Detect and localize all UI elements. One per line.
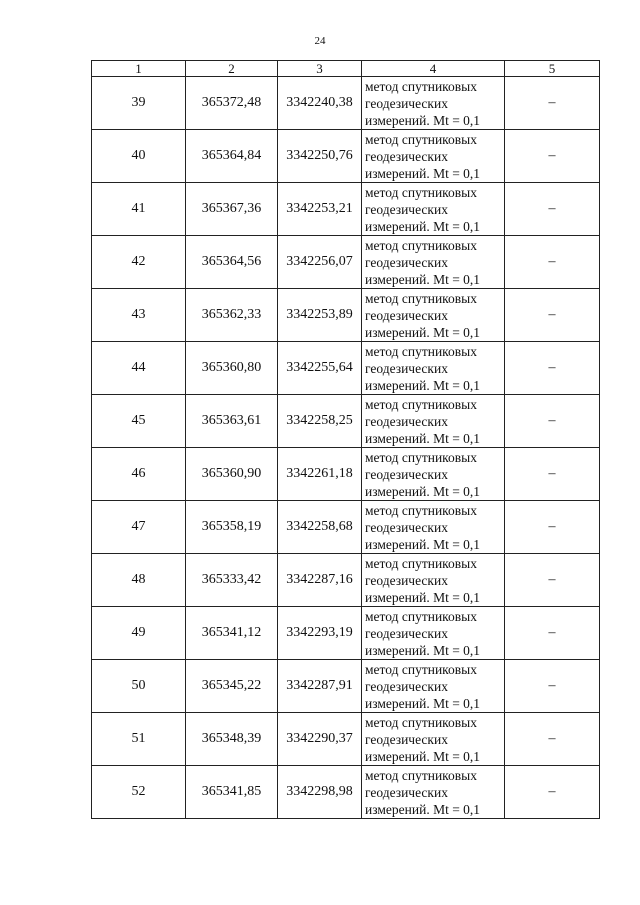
method-cell — [362, 554, 505, 607]
table-row — [92, 501, 600, 554]
x-coordinate-cell: 365341,85 — [186, 766, 278, 819]
coordinates-table — [91, 60, 600, 819]
method-text-line: метод спутниковых — [365, 78, 477, 94]
x-coordinate-cell: 365333,42 — [186, 554, 278, 607]
table-row — [92, 554, 600, 607]
table-row — [92, 342, 600, 395]
point-number-cell: 46 — [92, 448, 186, 501]
point-number-cell: 39 — [92, 77, 186, 130]
table-row — [92, 660, 600, 713]
method-text-line: геодезических — [365, 625, 448, 641]
method-cell — [362, 342, 505, 395]
method-text-line: геодезических — [365, 413, 448, 429]
table-row — [92, 77, 600, 130]
method-text-line: метод спутниковых — [365, 449, 477, 465]
column-header-3: 3 — [278, 61, 362, 77]
method-text-line: геодезических — [365, 148, 448, 164]
method-text-line: измерений. Mt = 0,1 — [365, 589, 481, 605]
y-coordinate-cell: 3342261,18 — [278, 448, 362, 501]
x-coordinate-cell: 365341,12 — [186, 607, 278, 660]
method-text-line: геодезических — [365, 731, 448, 747]
method-text-line: метод спутниковых — [365, 343, 477, 359]
point-number-cell: 48 — [92, 554, 186, 607]
y-coordinate-cell: 3342298,98 — [278, 766, 362, 819]
point-number-cell: 43 — [92, 289, 186, 342]
point-number-cell: 44 — [92, 342, 186, 395]
point-number-cell: 42 — [92, 236, 186, 289]
method-text-line: геодезических — [365, 678, 448, 694]
note-cell: – — [505, 660, 600, 713]
method-cell — [362, 448, 505, 501]
point-number-cell: 41 — [92, 183, 186, 236]
x-coordinate-cell: 365372,48 — [186, 77, 278, 130]
method-text-line: геодезических — [365, 360, 448, 376]
method-cell — [362, 77, 505, 130]
method-text-line: геодезических — [365, 201, 448, 217]
y-coordinate-cell: 3342287,91 — [278, 660, 362, 713]
coordinates-table-body — [92, 61, 600, 819]
method-text-line: измерений. Mt = 0,1 — [365, 218, 481, 234]
method-text-line: измерений. Mt = 0,1 — [365, 642, 481, 658]
method-text-line: геодезических — [365, 572, 448, 588]
method-cell — [362, 395, 505, 448]
note-cell: – — [505, 183, 600, 236]
method-text-line: метод спутниковых — [365, 714, 477, 730]
column-header-1: 1 — [92, 61, 186, 77]
column-header-2: 2 — [186, 61, 278, 77]
method-cell — [362, 766, 505, 819]
method-text-line: измерений. Mt = 0,1 — [365, 536, 481, 552]
table-row — [92, 236, 600, 289]
method-cell — [362, 183, 505, 236]
note-cell: – — [505, 289, 600, 342]
note-cell: – — [505, 236, 600, 289]
note-cell: – — [505, 607, 600, 660]
method-text-line: измерений. Mt = 0,1 — [365, 483, 481, 499]
method-cell — [362, 236, 505, 289]
method-text-line: измерений. Mt = 0,1 — [365, 165, 481, 181]
method-cell — [362, 289, 505, 342]
table-row — [92, 766, 600, 819]
method-text-line: измерений. Mt = 0,1 — [365, 271, 481, 287]
y-coordinate-cell: 3342250,76 — [278, 130, 362, 183]
method-text-line: измерений. Mt = 0,1 — [365, 801, 481, 817]
method-text-line: метод спутниковых — [365, 555, 477, 571]
method-text-line: метод спутниковых — [365, 184, 477, 200]
table-row — [92, 395, 600, 448]
y-coordinate-cell: 3342258,68 — [278, 501, 362, 554]
method-text-line: геодезических — [365, 784, 448, 800]
method-text-line: метод спутниковых — [365, 502, 477, 518]
note-cell: – — [505, 130, 600, 183]
method-text-line: метод спутниковых — [365, 661, 477, 677]
table-row — [92, 130, 600, 183]
y-coordinate-cell: 3342293,19 — [278, 607, 362, 660]
method-text-line: метод спутниковых — [365, 237, 477, 253]
point-number-cell: 40 — [92, 130, 186, 183]
method-text-line: геодезических — [365, 307, 448, 323]
point-number-cell: 51 — [92, 713, 186, 766]
y-coordinate-cell: 3342256,07 — [278, 236, 362, 289]
method-text-line: измерений. Mt = 0,1 — [365, 748, 481, 764]
column-header-4: 4 — [362, 61, 505, 77]
method-text-line: метод спутниковых — [365, 396, 477, 412]
method-text-line: геодезических — [365, 254, 448, 270]
method-text-line: измерений. Mt = 0,1 — [365, 112, 481, 128]
table-row — [92, 183, 600, 236]
method-text-line: измерений. Mt = 0,1 — [365, 695, 481, 711]
point-number-cell: 50 — [92, 660, 186, 713]
x-coordinate-cell: 365348,39 — [186, 713, 278, 766]
y-coordinate-cell: 3342253,89 — [278, 289, 362, 342]
note-cell: – — [505, 501, 600, 554]
method-text-line: метод спутниковых — [365, 767, 477, 783]
note-cell: – — [505, 554, 600, 607]
x-coordinate-cell: 365362,33 — [186, 289, 278, 342]
method-text-line: измерений. Mt = 0,1 — [365, 430, 481, 446]
method-text-line: геодезических — [365, 466, 448, 482]
page-number: 24 — [314, 35, 326, 47]
x-coordinate-cell: 365345,22 — [186, 660, 278, 713]
point-number-cell: 49 — [92, 607, 186, 660]
x-coordinate-cell: 365360,80 — [186, 342, 278, 395]
x-coordinate-cell: 365364,56 — [186, 236, 278, 289]
y-coordinate-cell: 3342258,25 — [278, 395, 362, 448]
x-coordinate-cell: 365360,90 — [186, 448, 278, 501]
point-number-cell: 45 — [92, 395, 186, 448]
method-text-line: метод спутниковых — [365, 290, 477, 306]
y-coordinate-cell: 3342253,21 — [278, 183, 362, 236]
point-number-cell: 47 — [92, 501, 186, 554]
method-cell — [362, 607, 505, 660]
note-cell: – — [505, 766, 600, 819]
x-coordinate-cell: 365367,36 — [186, 183, 278, 236]
method-cell — [362, 501, 505, 554]
table-row — [92, 448, 600, 501]
table-row — [92, 289, 600, 342]
note-cell: – — [505, 342, 600, 395]
y-coordinate-cell: 3342290,37 — [278, 713, 362, 766]
column-header-5: 5 — [505, 61, 600, 77]
y-coordinate-cell: 3342255,64 — [278, 342, 362, 395]
method-text-line: метод спутниковых — [365, 608, 477, 624]
note-cell: – — [505, 77, 600, 130]
method-text-line: геодезических — [365, 519, 448, 535]
x-coordinate-cell: 365364,84 — [186, 130, 278, 183]
table-row — [92, 713, 600, 766]
method-text-line: геодезических — [365, 95, 448, 111]
method-text-line: метод спутниковых — [365, 131, 477, 147]
note-cell: – — [505, 448, 600, 501]
method-text-line: измерений. Mt = 0,1 — [365, 377, 481, 393]
table-row — [92, 607, 600, 660]
method-cell — [362, 660, 505, 713]
table-header-row — [92, 61, 600, 77]
method-cell — [362, 130, 505, 183]
point-number-cell: 52 — [92, 766, 186, 819]
method-cell — [362, 713, 505, 766]
x-coordinate-cell: 365358,19 — [186, 501, 278, 554]
y-coordinate-cell: 3342287,16 — [278, 554, 362, 607]
method-text-line: измерений. Mt = 0,1 — [365, 324, 481, 340]
x-coordinate-cell: 365363,61 — [186, 395, 278, 448]
note-cell: – — [505, 713, 600, 766]
note-cell: – — [505, 395, 600, 448]
y-coordinate-cell: 3342240,38 — [278, 77, 362, 130]
